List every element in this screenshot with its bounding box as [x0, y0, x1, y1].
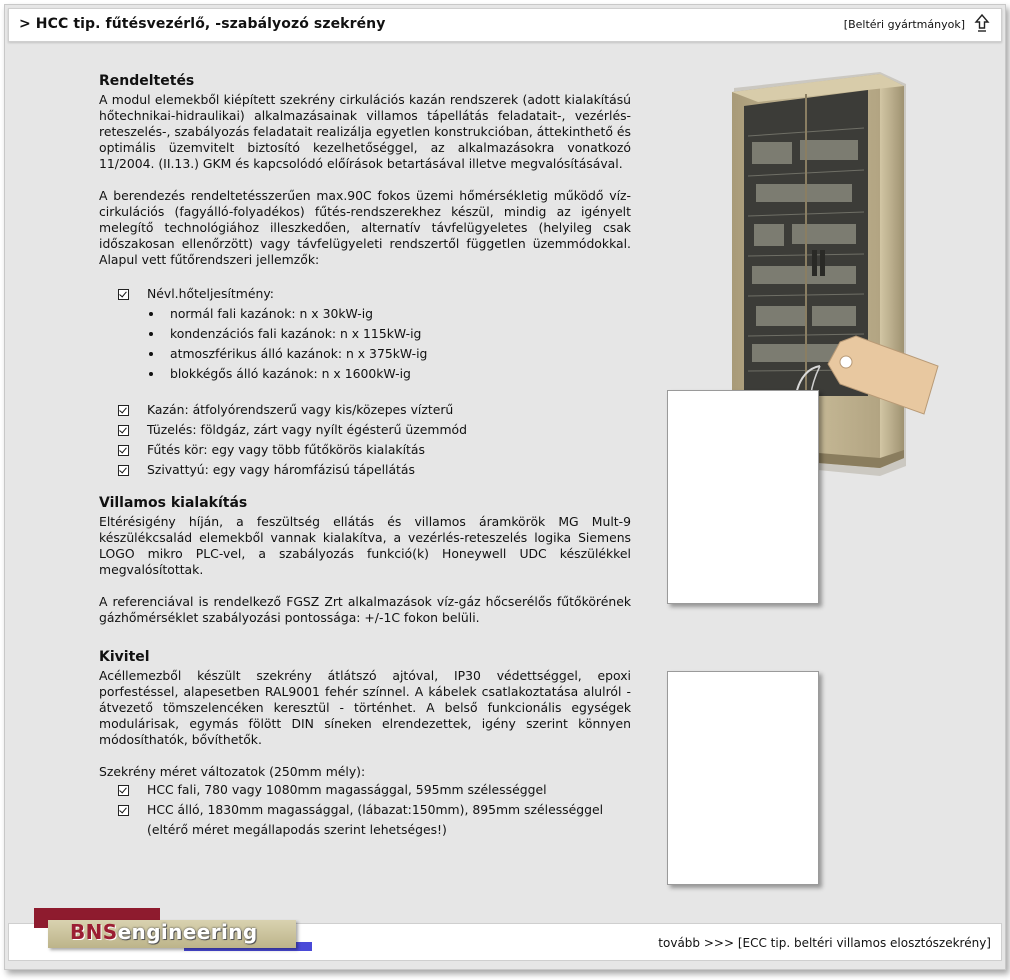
section-heading-rendeltetes: Rendeltetés [99, 73, 195, 89]
page-title: > HCC tip. fűtésvezérlő, -szabályozó szekrény [19, 16, 386, 32]
header-bar [8, 8, 1002, 42]
list-item: HCC fali, 780 vagy 1080mm magassággal, 595mm szélességgel [117, 780, 631, 800]
photo-placeholder-1 [667, 390, 819, 604]
sizes-intro: Szekrény méret változatok (250mm mély): [99, 764, 366, 779]
bns-engineering-logo [34, 908, 314, 958]
kazan-types-list [99, 304, 631, 384]
section-heading-villamos: Villamos kialakítás [99, 495, 248, 511]
checkbox-icon [118, 405, 129, 416]
list-item: kondenzációs fali kazánok: n x 115kW-ig [147, 324, 631, 344]
size-note: (eltérő méret megállapodás szerint lehetséges!) [147, 822, 447, 837]
list-item: normál fali kazánok: n x 30kW-ig [147, 304, 631, 324]
checkbox-icon [118, 805, 129, 816]
rendeltetes-paragraph-2: A berendezés rendeltetésszerűen max.90C fokos üzemi hőmérsékletig működő víz-cirkulációs (fagyálló-folyadékos) fűtés-rendszerekhez készül, mindig az igényelt melegítő technológiához illeszkedően, alternatív távfelügyeletes (helyileg csak időszakosan ellenőrzött) vagy távfelügyeleti rendszertől független üzemmódokkal. Alapul vett fűtőrendszeri jellemzők: [99, 188, 631, 267]
checkbox-icon [118, 465, 129, 476]
list-item: Névl.hőteljesítmény: [117, 284, 631, 304]
list-item: Szivattyú: egy vagy háromfázisú tápellátás [117, 460, 631, 480]
section-heading-kivitel: Kivitel [99, 649, 150, 665]
features-list [99, 400, 631, 480]
villamos-paragraph-2: A referenciával is rendelkező FGSZ Zrt alkalmazások víz-gáz hőcserélős fűtőkörének gázhőmérséklet szabályozási pontossága: +/-1C fokon belüli. [99, 594, 631, 625]
checkbox-icon [118, 289, 129, 300]
list-item: HCC álló, 1830mm magassággal, (lábazat:150mm), 895mm szélességgel [117, 800, 631, 820]
next-page-link[interactable]: tovább >>> [ECC tip. beltéri villamos elosztószekrény] [658, 936, 991, 950]
list-item: Kazán: átfolyórendszerű vagy kis/közepes vízterű [117, 400, 631, 420]
list-item: Fűtés kör: egy vagy több fűtőkörös kialakítás [117, 440, 631, 460]
photo-placeholder-2 [667, 671, 819, 885]
kivitel-paragraph-1: Acéllemezből készült szekrény átlátszó ajtóval, IP30 védettséggel, epoxi porfestéssel, alapesetben RAL9001 fehér színnel. A kábelek csatlakoztatása alulról - átvezető tömszelencéken keresztül - történhet. A belső funkcionális egységek modulárisak, egymás fölött DIN síneken elrendezettek, igény szerint könnyen módosíthatók, bővíthetők. [99, 668, 631, 747]
sizes-list [99, 780, 631, 820]
arrow-up-icon[interactable] [973, 13, 991, 35]
checkbox-icon [118, 425, 129, 436]
nevl-list [99, 284, 631, 304]
list-item: blokkégős álló kazánok: n x 1600kW-ig [147, 364, 631, 384]
main-content [99, 66, 631, 840]
checkbox-icon [118, 785, 129, 796]
rendeltetes-paragraph-1: A modul elemekből kiépített szekrény cirkulációs kazán rendszerek (adott kialakítású hőtechnikai-hidraulikai) alkalmazásainak villamos tápellátás feladatait-, vezérlés-reteszelés-, szabályozás feladatait realizálja egyetlen konstrukcióban, áttekinthető és optimális üzemvitelt biztosító kezelhetőséggel, az alkalmazásokra vonatkozó 11/2004. (II.13.) GKM és kapcsolódó előírások betartásával illetve megvalósításával. [99, 92, 631, 171]
checkbox-icon [118, 445, 129, 456]
beltéri-gyartmanyok-link[interactable]: [Beltéri gyártmányok] [843, 18, 965, 31]
logo-text: BNSengineering [70, 920, 258, 944]
list-item: Tüzelés: földgáz, zárt vagy nyílt égésterű üzemmód [117, 420, 631, 440]
villamos-paragraph-1: Eltérésigény híján, a feszültség ellátás és villamos áramkörök MG Mult-9 készülékcsalád elemekből vannak kialakítva, a vezérlés-reteszelés logika Siemens LOGO mikro PLC-vel, a szabályozás funkció(k) Honeywell UDC készülékkel megvalósítottak. [99, 514, 631, 577]
list-item: atmoszférikus álló kazánok: n x 375kW-ig [147, 344, 631, 364]
